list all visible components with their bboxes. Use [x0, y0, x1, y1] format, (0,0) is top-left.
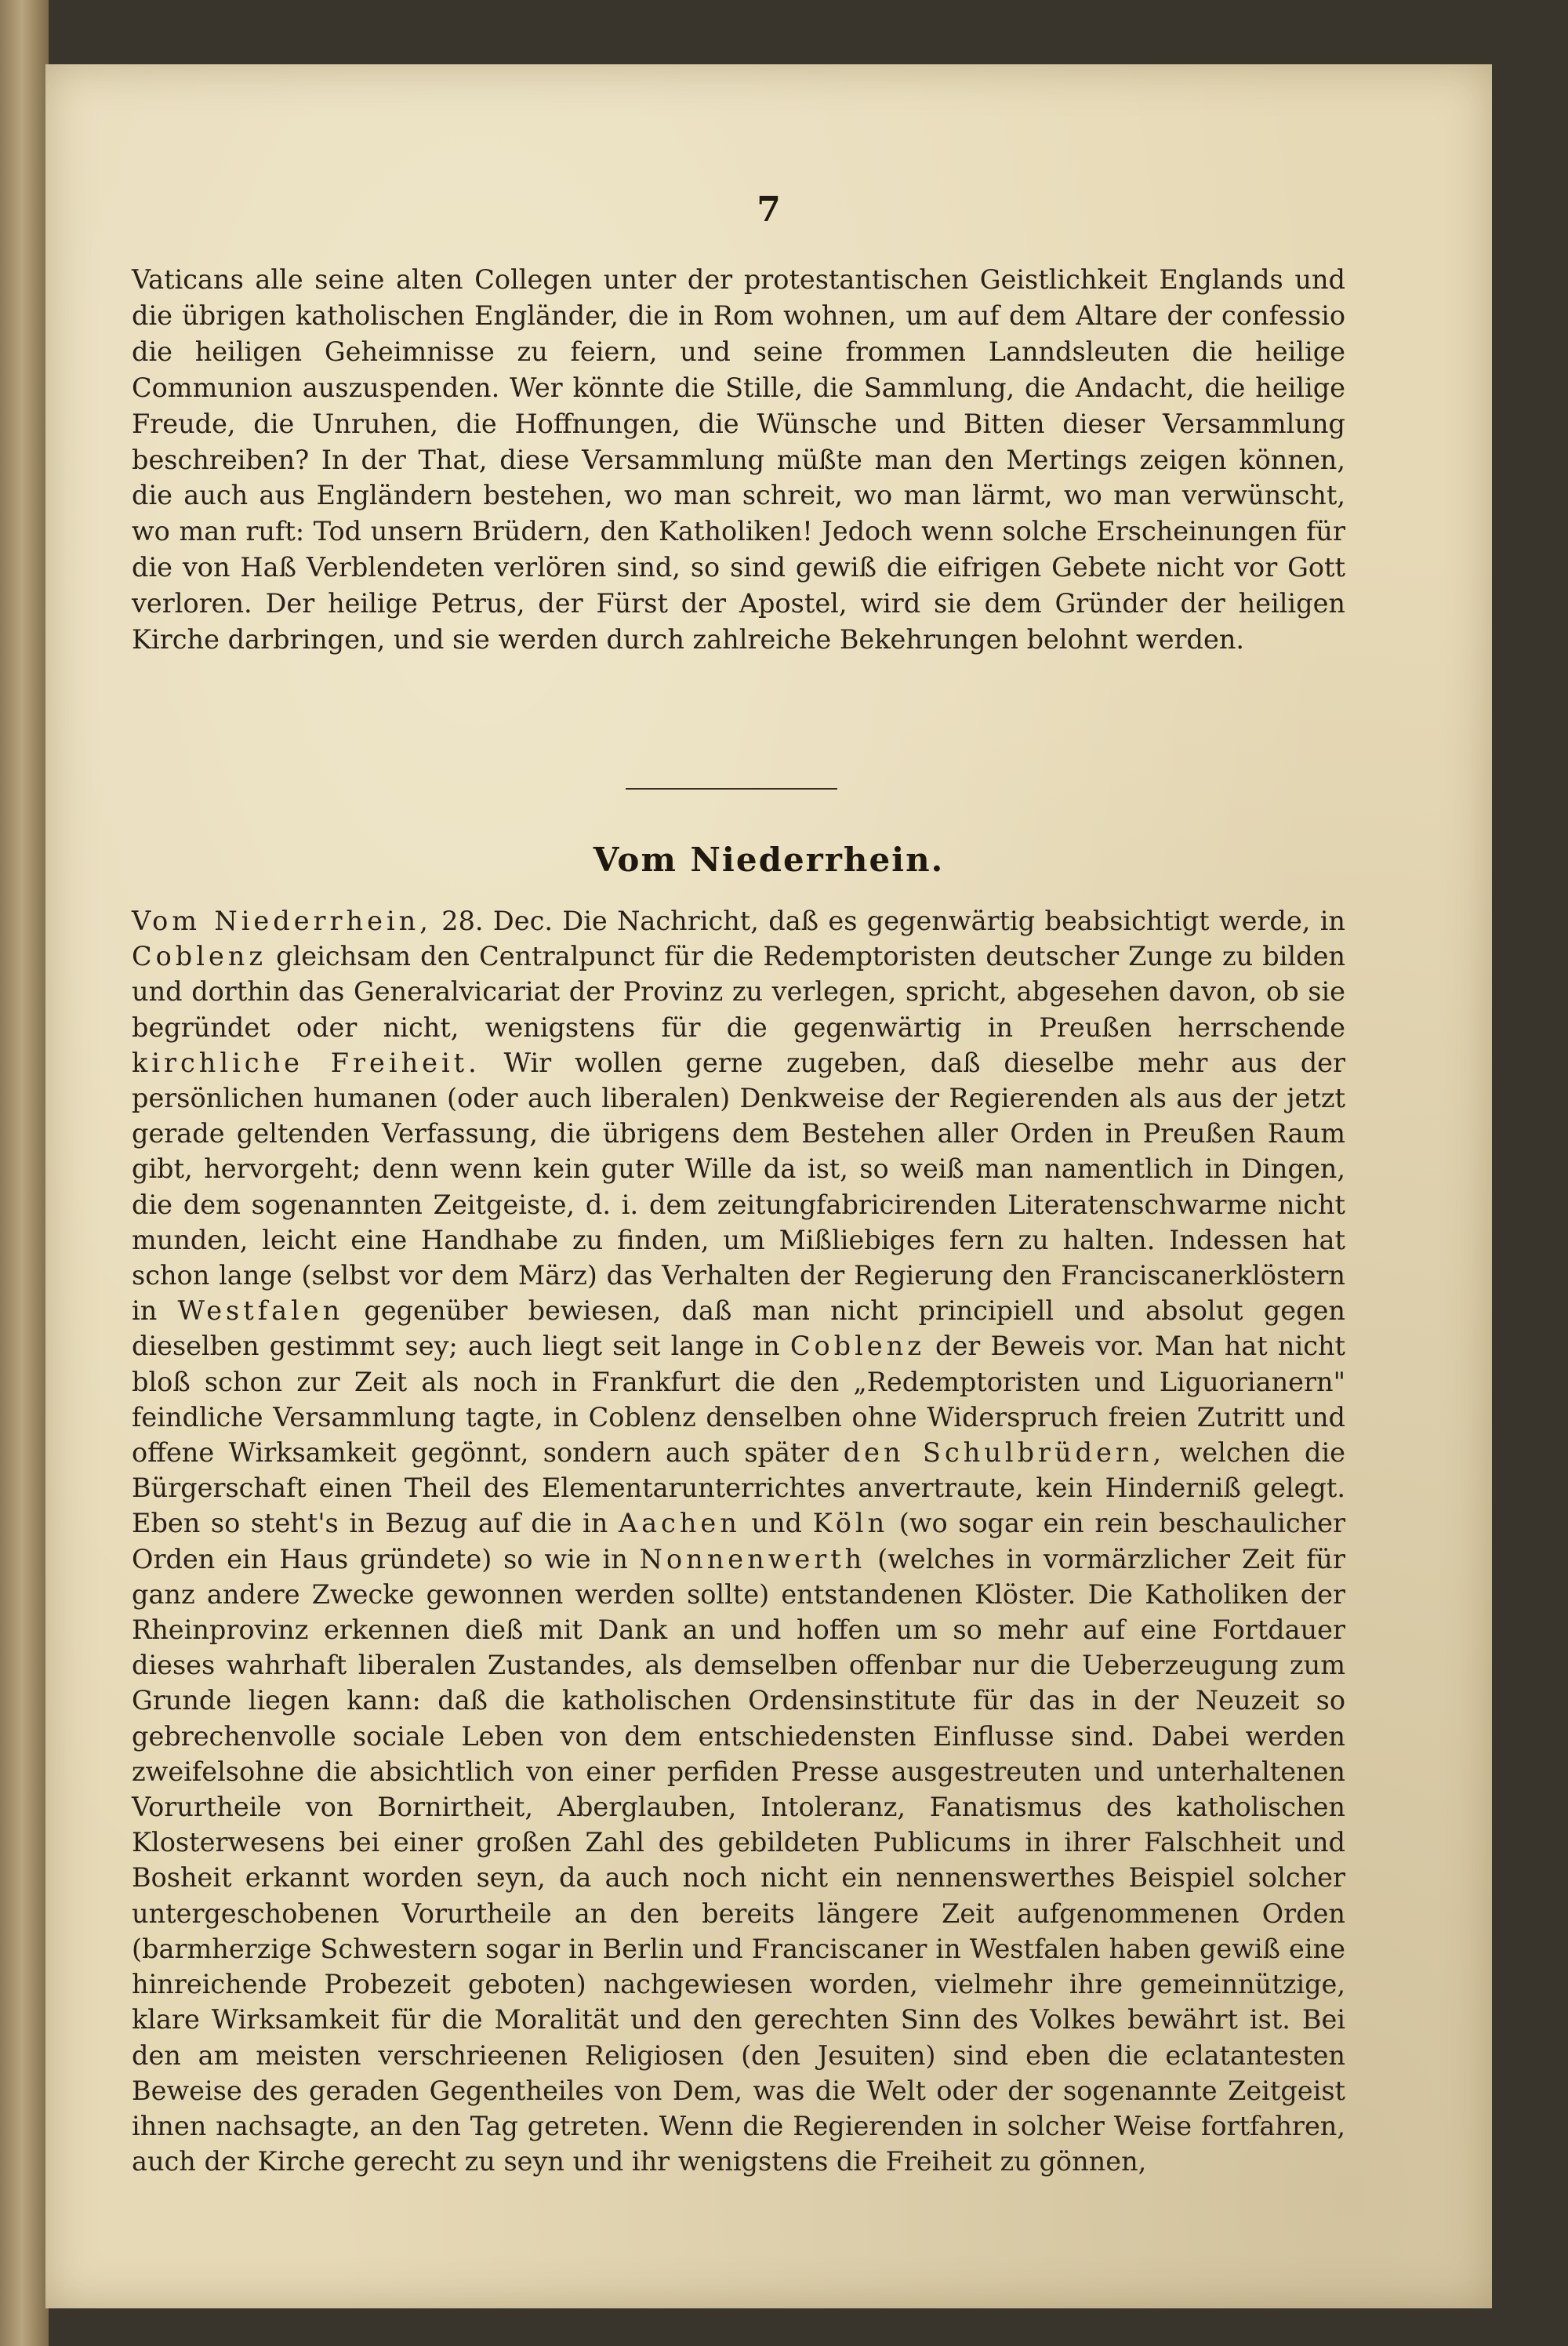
place-coblenz: Coblenz [132, 941, 267, 972]
text-run: und [740, 1508, 813, 1539]
book-binding [0, 0, 49, 2346]
text-run: welchen die Bürgerschaft einen Theil des Elementarunterrichtes anvertraute, kein Hinderniß gelegt. Eben so steht's in Bezug auf die in [132, 1437, 1345, 1539]
book-page [45, 64, 1492, 2308]
page-number: 7 [757, 190, 781, 230]
text-run: der Beweis vor. Man hat nicht bloß schon zur Zeit als noch in Frankfurt die den „Redemptoristen und Liguorianern" feindliche Versammlung tagte, in Coblenz denselben ohne Widerspruch freien Zutritt und offene Wirksamkeit gegönnt, sondern auch später [132, 1331, 1346, 1469]
text-run: Wir wollen gerne zugeben, daß dieselbe mehr aus der persönlichen humanen (oder auch liberalen) Denkweise der Regierenden als aus der jetzt gerade geltenden Verfassung, die übrigens dem Bestehen aller Orden in Preußen Raum gibt, hervorgeht; denn wenn kein guter Wille da ist, so weiß man namentlich in Dingen, die dem sogenannten Zeitgeiste, d. i. dem zeitungfabricirenden Literatenschwarme nicht munden, leicht eine Handhabe zu finden, um Mißliebiges fern zu halten. Indessen hat schon lange (selbst vor dem März) das Verhalten der Regierung den Franciscanerklöstern in [132, 1047, 1345, 1327]
text-run: gleichsam den Centralpunct für die Redemptoristen deutscher Zunge zu bilden und dorthin das Generalvicariat der Provinz zu verlegen, spricht, abgesehen davon, ob sie begründet oder nicht, wenigstens für die gegenwärtig in Preußen herrschende [132, 941, 1345, 1043]
paragraph-niederrhein [132, 903, 1345, 2179]
place-coblenz: Coblenz [789, 1331, 925, 1362]
section-divider [626, 788, 837, 790]
paragraph-continued: Vaticans alle seine alten Collegen unter der protestantischen Geistlichkeit Englands und die übrigen katholischen Engländer, die in Rom wohnen, um auf dem Altare der confessio die heiligen Geheimnisse zu feiern, und seine frommen Lanndsleuten die heilige Communion auszuspenden. Wer könnte die Stille, die Sammlung, die Andacht, die heilige Freude, die Unruhen, die Hoffnungen, die Wünsche und Bitten dieser Versammlung beschreiben? In der That, diese Versammlung müßte man den Mertings zeigen können, die auch aus Engländern bestehen, wo man schreit, wo man lärmt, wo man verwünscht, wo man ruft: Tod unsern Brüdern, den Katholiken! Jedoch wenn solche Erscheinungen für die von Haß Verblendeten verlören sind, so sind gewiß die eifrigen Gebete nicht vor Gott verloren. Der heilige Petrus, der Fürst der Apostel, wird sie dem Gründer der heiligen Kirche darbringen, und sie werden durch zahlreiche Bekehrungen belohnt werden. [132, 264, 1345, 656]
text-run: (welches in vormärzlicher Zeit für ganz andere Zwecke gewonnen werden sollte) entstandenen Klöster. Die Katholiken der Rheinprovinz erkennen dieß mit Dank an und hoffen um so mehr auf eine Fortdauer dieses wahrhaft liberalen Zustandes, als demselben offenbar nur die Ueberzeugung zum Grunde liegen kann: daß die katholischen Ordensinstitute für das in der Neuzeit so gebrechenvolle sociale Leben von dem entschiedensten Einflusse sind. Dabei werden zweifelsohne die absichtlich von einer perfiden Presse ausgestreuten und unterhaltenen Vorurtheile von Bornirtheit, Aberglauben, Intoleranz, Fanatismus des katholischen Klosterwesens bei einer großen Zahl des gebildeten Publicums in ihrer Falschheit und Bosheit erkannt worden seyn, da auch noch nicht ein nennenswerthes Beispiel solcher untergeschobenen Vorurtheile an den bereits längere Zeit aufgenommenen Orden (barmherzige Schwestern sogar in Berlin und Franciscaner in Westfalen haben gewiß eine hinreichende Probezeit geboten) nachgewiesen worden, vielmehr ihre gemeinnützige, klare Wirksamkeit für die Moralität und den gerechten Sinn des Volkes bewährt ist. Bei den am meisten verschrieenen Religiosen (den Jesuiten) sind eben die eclatantesten Beweise des geraden Gegentheiles von Dem, was die Welt oder der sogenannte Zeitgeist ihnen nachsagte, an den Tag getreten. Wenn die Regierenden in solcher Weise fortfahren, auch der Kirche gerecht zu seyn und ihr wenigstens die Freiheit zu gönnen, [132, 1543, 1345, 2177]
place-westfalen: Westfalen [177, 1295, 344, 1327]
dateline: Vom Niederrhein, [132, 906, 432, 936]
place-nonnenwerth: Nonnenwerth [639, 1543, 866, 1574]
emphasis-kirchliche-freiheit: kirchliche Freiheit. [132, 1047, 481, 1078]
text-run: gegenüber bewiesen, daß man nicht principiell und absolut gegen dieselben gestimmt sey; auch liegt seit lange in [132, 1295, 1345, 1362]
place-aachen: Aachen [618, 1508, 741, 1539]
emphasis-schulbruedern: den Schulbrüdern, [843, 1437, 1166, 1469]
section-title: Vom Niederrhein. [593, 841, 945, 879]
text-run: (wo sogar ein rein beschaulicher Orden ein Haus gründete) so wie in [132, 1508, 1345, 1574]
text-run: 28. Dec. Die Nachricht, daß es gegenwärtig beabsichtigt werde, in [431, 906, 1345, 936]
place-koeln: Köln [812, 1508, 889, 1539]
